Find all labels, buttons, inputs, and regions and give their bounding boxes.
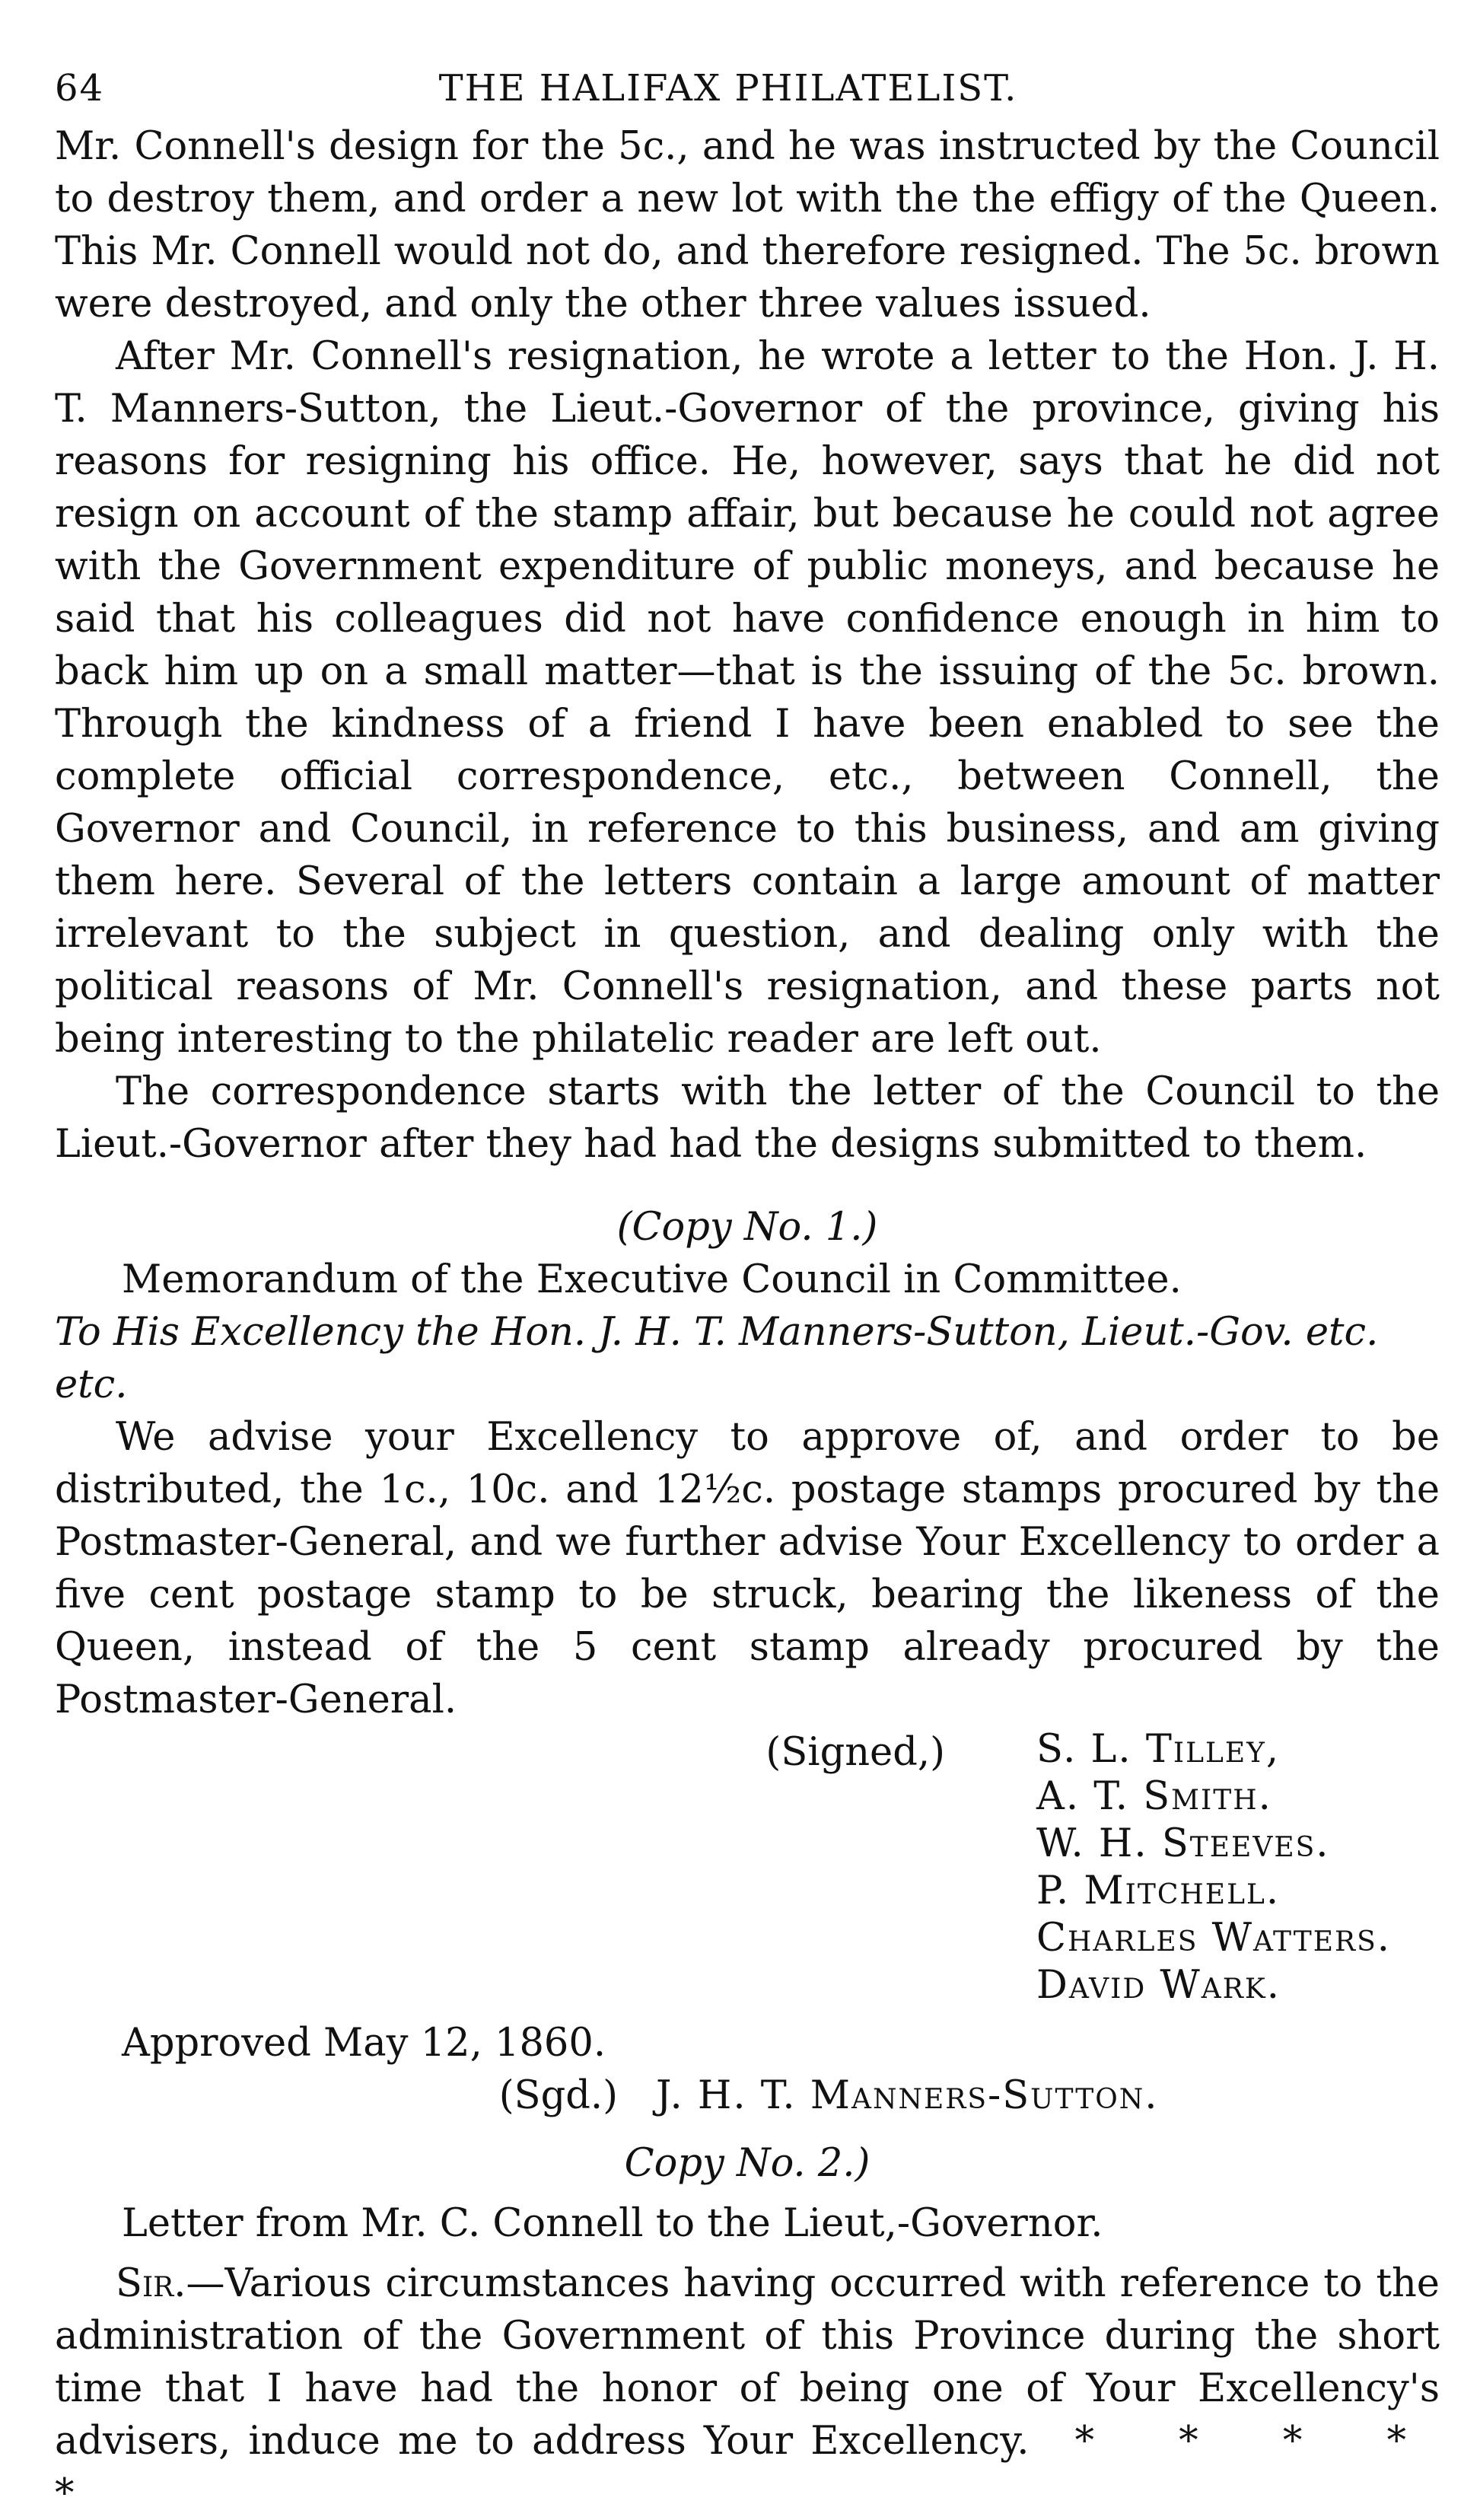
letter-body: —Various circumstances having occurred with reference to the administration of the Government of this Province during the short time that I have had the honor of being one of Your Excellency's advisers, induce me to address Your Excellency. xyxy=(55,2261,1440,2464)
copy-1-title: Memorandum of the Executive Council in Committee. xyxy=(122,1257,1182,1302)
signatory-list xyxy=(1036,1726,1391,2009)
copy-1-address: To His Excellency the Hon. J. H. T. Manners-Sutton, Lieut.-Gov. etc. etc. xyxy=(55,1310,1379,1407)
copy-1-body: We advise your Excellency to approve of, and order to be distributed, the 1c., 10c. and 12½c. postage stamps procured by the Postmaster-General, and we further advise Your Excellency to order a five cent postage stamp to be struck, bearing the likeness of the Queen, instead of the 5 cent stamp already procured by the Postmaster-General. xyxy=(55,1415,1440,1722)
copy-2-letter xyxy=(55,2257,1440,2520)
signatory-name: David Wark. xyxy=(1036,1963,1281,2008)
ellipsis-stars: * * * * * xyxy=(55,2419,1440,2516)
correspondence-paragraph: The correspondence starts with the letter of the Council to the Lieut.-Governor after they had had the designs submitted to them. xyxy=(55,1069,1440,1167)
copy-2-heading: Copy No. 2.) xyxy=(624,2141,870,2186)
salutation: Sir. xyxy=(116,2261,186,2306)
signed-label: (Signed,) xyxy=(765,1730,945,1775)
governor-name: J. H. T. Manners-Sutton. xyxy=(656,2073,1159,2118)
resignation-paragraph: After Mr. Connell's resignation, he wrote a letter to the Hon. J. H. T. Manners-Sutton, the Lieut.-Governor of the province, giving his reasons for resigning his office. He, however, says that he did not resign on account of the stamp affair, but because he could not agree with the Government expenditure of public moneys, and because he said that his colleagues did not have confidence enough in him to back him up on a small matter—that is the issuing of the 5c. brown. Through the kindness of a friend I have been enabled to see the complete official correspondence, etc., between Connell, the Governor and Council, in reference to this business, and am giving them here. Several of the letters contain a large amount of matter irrelevant to the subject in question, and dealing only with the political reasons of Mr. Connell's resignation, and these parts not being interesting to the philatelic reader are left out. xyxy=(55,334,1440,1062)
signatory-name: P. Mitchell. xyxy=(1036,1868,1281,1913)
signature-block xyxy=(55,1726,1440,2009)
approved-date: Approved May 12, 1860. xyxy=(122,2021,606,2066)
signatory-name: A. T. Smith. xyxy=(1036,1774,1272,1819)
running-title: THE HALIFAX PHILATELIST. xyxy=(438,67,1018,110)
signatory-name: S. L. Tilley, xyxy=(1036,1727,1281,1772)
signatory-name: Charles Watters. xyxy=(1036,1916,1391,1961)
page-number: 64 xyxy=(55,67,105,110)
signatory-name: W. H. Steeves. xyxy=(1036,1821,1330,1866)
sgd-label: (Sgd.) xyxy=(498,2073,618,2118)
page-header xyxy=(55,67,1440,120)
copy-1-heading: (Copy No. 1.) xyxy=(616,1205,878,1250)
document-page xyxy=(55,67,1440,2520)
copy-2-title: Letter from Mr. C. Connell to the Lieut,-Governor. xyxy=(122,2201,1103,2246)
governor-signature-line xyxy=(55,2069,1440,2122)
intro-paragraph: Mr. Connell's design for the 5c., and he was instructed by the Council to destroy them, and order a new lot with the the effigy of the Queen. This Mr. Connell would not do, and therefore resigned. The 5c. brown were destroyed, and only the other three values issued. xyxy=(55,124,1440,327)
